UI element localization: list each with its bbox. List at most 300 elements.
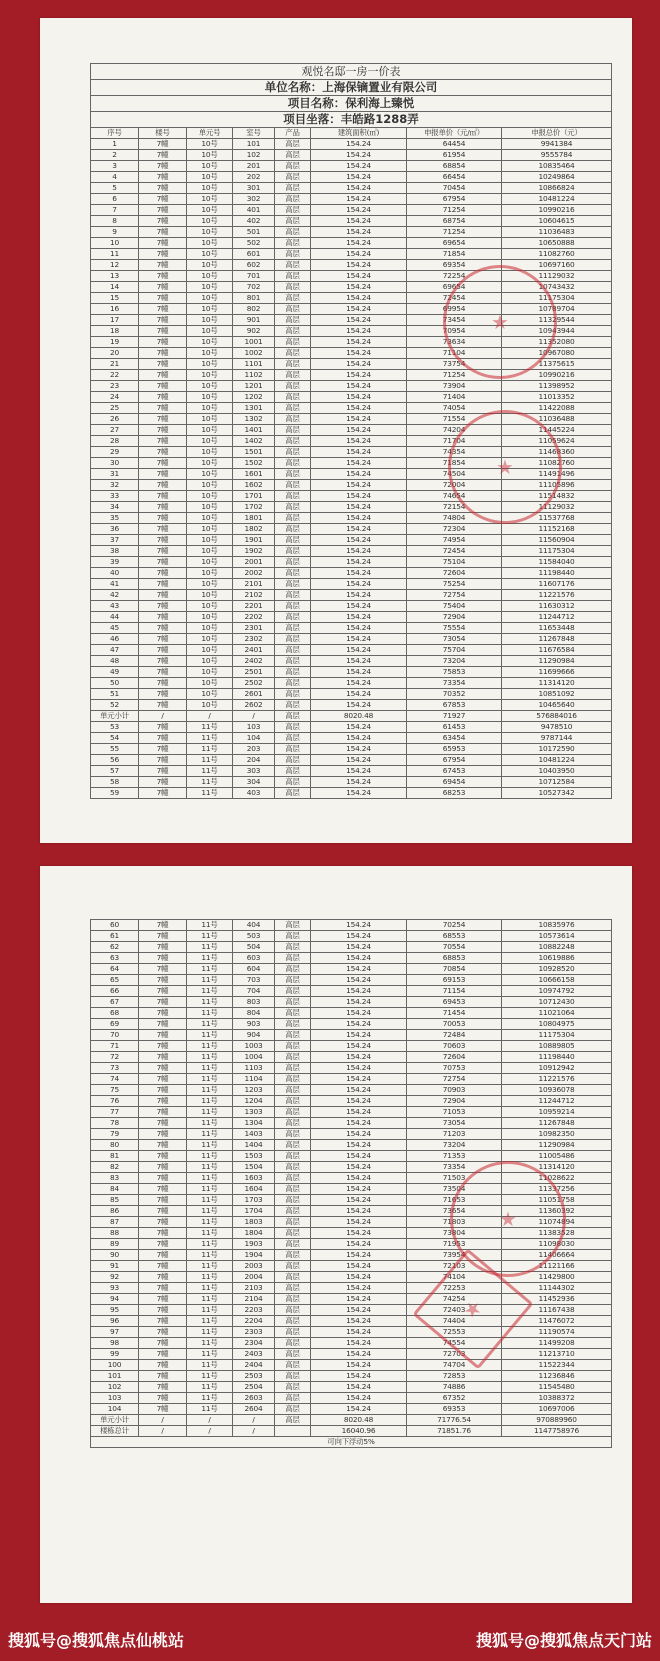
table-cell: 10889805 xyxy=(502,1041,612,1052)
table-cell: 154.24 xyxy=(311,381,407,392)
table-cell: / xyxy=(139,1426,187,1437)
table-cell: 73 xyxy=(91,1063,139,1074)
table-cell: 7幢 xyxy=(139,524,187,535)
table-cell: 高层 xyxy=(275,788,311,799)
table-cell: 11653448 xyxy=(502,623,612,634)
table-cell: 高层 xyxy=(275,436,311,447)
table-cell: 11129032 xyxy=(502,502,612,513)
table-cell: 7幢 xyxy=(139,1217,187,1228)
table-cell: 10835976 xyxy=(502,920,612,931)
table-cell: 高层 xyxy=(275,392,311,403)
table-cell: / xyxy=(187,1426,233,1437)
table-cell: 77 xyxy=(91,1107,139,1118)
table-cell: 10号 xyxy=(187,414,233,425)
table-cell: 高层 xyxy=(275,183,311,194)
table-cell: 154.24 xyxy=(311,469,407,480)
table-cell: 67954 xyxy=(407,194,502,205)
table-cell: 高层 xyxy=(275,513,311,524)
table-cell: 10号 xyxy=(187,590,233,601)
table-cell: 7幢 xyxy=(139,667,187,678)
table-cell: 7幢 xyxy=(139,326,187,337)
table-cell: 154.24 xyxy=(311,1085,407,1096)
table-cell: 154.24 xyxy=(311,590,407,601)
table-cell: 1703 xyxy=(233,1195,275,1206)
table-cell: 73954 xyxy=(407,1250,502,1261)
table-cell: 1303 xyxy=(233,1107,275,1118)
table-cell: 2302 xyxy=(233,634,275,645)
table-cell: 高层 xyxy=(275,535,311,546)
table-row xyxy=(91,579,612,590)
table-cell: 36 xyxy=(91,524,139,535)
table-cell: 高层 xyxy=(275,942,311,953)
table-cell: 11175304 xyxy=(502,1030,612,1041)
table-cell: 93 xyxy=(91,1283,139,1294)
table-cell: / xyxy=(139,711,187,722)
table-cell: 1602 xyxy=(233,480,275,491)
table-cell: 7幢 xyxy=(139,557,187,568)
table-cell: 10号 xyxy=(187,579,233,590)
table-cell: 2601 xyxy=(233,689,275,700)
table-cell: 76 xyxy=(91,1096,139,1107)
table-cell: 154.24 xyxy=(311,304,407,315)
table-cell: 41 xyxy=(91,579,139,590)
table-cell: 71803 xyxy=(407,1217,502,1228)
table-cell: 10号 xyxy=(187,150,233,161)
header-area: 建筑面积(㎡) xyxy=(311,128,407,139)
table-row xyxy=(91,942,612,953)
table-cell: 71653 xyxy=(407,1195,502,1206)
table-cell: 71254 xyxy=(407,370,502,381)
table-cell: 10号 xyxy=(187,370,233,381)
table-cell: 69353 xyxy=(407,1404,502,1415)
table-cell: 154.24 xyxy=(311,348,407,359)
table-cell: 高层 xyxy=(275,667,311,678)
table-cell: 2104 xyxy=(233,1294,275,1305)
table-cell: 11005486 xyxy=(502,1151,612,1162)
table-row xyxy=(91,777,612,788)
table-cell: 1201 xyxy=(233,381,275,392)
table-cell: 11699666 xyxy=(502,667,612,678)
table-cell: 9 xyxy=(91,227,139,238)
table-cell: 7幢 xyxy=(139,150,187,161)
table-row xyxy=(91,1129,612,1140)
table-cell: 66454 xyxy=(407,172,502,183)
table-cell: 11号 xyxy=(187,1316,233,1327)
table-cell: 高层 xyxy=(275,425,311,436)
table-cell: 7幢 xyxy=(139,1393,187,1404)
table-cell: 7幢 xyxy=(139,1074,187,1085)
table-cell: 1803 xyxy=(233,1217,275,1228)
table-cell: 72254 xyxy=(407,271,502,282)
table-cell: 高层 xyxy=(275,777,311,788)
table-cell: 70254 xyxy=(407,920,502,931)
table-cell: 10号 xyxy=(187,469,233,480)
table-cell: 7幢 xyxy=(139,920,187,931)
table-cell: 71254 xyxy=(407,227,502,238)
table-cell: 7幢 xyxy=(139,986,187,997)
table-cell: 10号 xyxy=(187,458,233,469)
table-row xyxy=(91,700,612,711)
table-cell: 高层 xyxy=(275,1030,311,1041)
table-cell: 154.24 xyxy=(311,1371,407,1382)
table-cell: 154.24 xyxy=(311,546,407,557)
table-cell: 11175304 xyxy=(502,546,612,557)
table-row xyxy=(91,678,612,689)
table-cell: 高层 xyxy=(275,271,311,282)
table-cell: 154.24 xyxy=(311,293,407,304)
table-cell: 高层 xyxy=(275,546,311,557)
table-cell: 7幢 xyxy=(139,480,187,491)
table-cell: 58 xyxy=(91,777,139,788)
table-cell: 7幢 xyxy=(139,1239,187,1250)
table-cell: 13 xyxy=(91,271,139,282)
table-cell: 48 xyxy=(91,656,139,667)
table-cell: 154.24 xyxy=(311,447,407,458)
table-cell: 11号 xyxy=(187,1327,233,1338)
table-cell: 7幢 xyxy=(139,656,187,667)
table-cell: 10943944 xyxy=(502,326,612,337)
table-cell: 高层 xyxy=(275,502,311,513)
table-cell: 6 xyxy=(91,194,139,205)
table-cell: 高层 xyxy=(275,634,311,645)
table-cell: 2202 xyxy=(233,612,275,623)
table-cell: 7幢 xyxy=(139,766,187,777)
table-cell: 7幢 xyxy=(139,755,187,766)
table-cell: 11676584 xyxy=(502,645,612,656)
table-cell: 154.24 xyxy=(311,1250,407,1261)
table-cell: 7幢 xyxy=(139,139,187,150)
table-row xyxy=(91,975,612,986)
table-cell: 45 xyxy=(91,623,139,634)
table-cell: 7幢 xyxy=(139,392,187,403)
table-cell: 62 xyxy=(91,942,139,953)
table-cell: 1604 xyxy=(233,1184,275,1195)
table-cell: 高层 xyxy=(275,1283,311,1294)
table-row xyxy=(91,1074,612,1085)
table-cell: 11号 xyxy=(187,1162,233,1173)
table-cell: 1004 xyxy=(233,1052,275,1063)
table-cell: 10号 xyxy=(187,667,233,678)
table-cell: 10号 xyxy=(187,205,233,216)
table-cell: 10866824 xyxy=(502,183,612,194)
table-cell: 7幢 xyxy=(139,1327,187,1338)
table-row xyxy=(91,139,612,150)
table-cell: 72754 xyxy=(407,590,502,601)
table-cell: 高层 xyxy=(275,1019,311,1030)
table-cell: 79 xyxy=(91,1129,139,1140)
table-cell: 1503 xyxy=(233,1151,275,1162)
table-cell: 7幢 xyxy=(139,205,187,216)
table-row xyxy=(91,997,612,1008)
table-cell: 高层 xyxy=(275,150,311,161)
table-cell: 11452936 xyxy=(502,1294,612,1305)
table-cell: 204 xyxy=(233,755,275,766)
project-address: 项目坐落：丰皓路1288弄 xyxy=(91,112,612,128)
table-cell: 2602 xyxy=(233,700,275,711)
header-total-price: 申报总价（元） xyxy=(502,128,612,139)
table-cell: 7幢 xyxy=(139,1162,187,1173)
table-cell: 10号 xyxy=(187,194,233,205)
table-cell: 70854 xyxy=(407,964,502,975)
table-cell: 69654 xyxy=(407,238,502,249)
table-cell: 46 xyxy=(91,634,139,645)
table-cell: 9787144 xyxy=(502,733,612,744)
table-cell: 10号 xyxy=(187,260,233,271)
table-cell: 83 xyxy=(91,1173,139,1184)
table-cell: 高层 xyxy=(275,612,311,623)
table-cell: 高层 xyxy=(275,1140,311,1151)
table-cell: 73634 xyxy=(407,337,502,348)
table-cell: 69454 xyxy=(407,777,502,788)
table-cell: 154.24 xyxy=(311,997,407,1008)
table-cell: 10号 xyxy=(187,491,233,502)
table-cell: 52 xyxy=(91,700,139,711)
table-cell: 33 xyxy=(91,491,139,502)
table-cell: 20 xyxy=(91,348,139,359)
table-cell: 高层 xyxy=(275,227,311,238)
table-cell: 10号 xyxy=(187,513,233,524)
table-cell: 61 xyxy=(91,931,139,942)
table-cell: 10697160 xyxy=(502,260,612,271)
table-cell: 154.24 xyxy=(311,436,407,447)
table-cell: 402 xyxy=(233,216,275,227)
table-cell: 高层 xyxy=(275,326,311,337)
table-cell: 10712584 xyxy=(502,777,612,788)
table-cell: 10928520 xyxy=(502,964,612,975)
table-row xyxy=(91,612,612,623)
table-cell: 154.24 xyxy=(311,1305,407,1316)
table-cell: 1902 xyxy=(233,546,275,557)
table-cell: 154.24 xyxy=(311,777,407,788)
table-cell: 154.24 xyxy=(311,216,407,227)
table-cell: 154.24 xyxy=(311,1217,407,1228)
table-cell: 10号 xyxy=(187,271,233,282)
table-cell: 154.24 xyxy=(311,1151,407,1162)
table-cell: 71 xyxy=(91,1041,139,1052)
table-cell: 154.24 xyxy=(311,1404,407,1415)
table-cell: 10号 xyxy=(187,139,233,150)
table-cell: 73504 xyxy=(407,1184,502,1195)
table-cell: 154.24 xyxy=(311,1294,407,1305)
table-cell: 504 xyxy=(233,942,275,953)
table-cell: 10527342 xyxy=(502,788,612,799)
table-cell: 11号 xyxy=(187,1250,233,1261)
table-cell: 7幢 xyxy=(139,458,187,469)
table-cell: 50 xyxy=(91,678,139,689)
table-cell: 7幢 xyxy=(139,953,187,964)
table-cell: 7幢 xyxy=(139,1338,187,1349)
table-row xyxy=(91,1349,612,1360)
table-cell: 高层 xyxy=(275,623,311,634)
table-cell: 970889960 xyxy=(502,1415,612,1426)
table-cell: 7幢 xyxy=(139,689,187,700)
table-cell: 11号 xyxy=(187,1096,233,1107)
table-row xyxy=(91,568,612,579)
table-cell: 高层 xyxy=(275,700,311,711)
table-cell: 高层 xyxy=(275,1085,311,1096)
table-cell: 7幢 xyxy=(139,1195,187,1206)
table-cell: 11537768 xyxy=(502,513,612,524)
table-cell: 10851092 xyxy=(502,689,612,700)
table-cell: 11号 xyxy=(187,766,233,777)
table-cell: 75404 xyxy=(407,601,502,612)
table-cell: 11468360 xyxy=(502,447,612,458)
table-cell: 154.24 xyxy=(311,194,407,205)
table-cell: 72484 xyxy=(407,1030,502,1041)
table-row xyxy=(91,601,612,612)
table-row xyxy=(91,249,612,260)
table-row xyxy=(91,920,612,931)
table-cell: 801 xyxy=(233,293,275,304)
table-cell: 11号 xyxy=(187,953,233,964)
table-cell: 11号 xyxy=(187,1206,233,1217)
table-cell: 703 xyxy=(233,975,275,986)
watermark-left: 搜狐号@搜狐焦点仙桃站 xyxy=(8,1631,185,1650)
table-cell: 2603 xyxy=(233,1393,275,1404)
table-cell: 89 xyxy=(91,1239,139,1250)
table-cell: 11号 xyxy=(187,1008,233,1019)
project-name: 项目名称：保利海上臻悦 xyxy=(91,96,612,112)
table-cell: 高层 xyxy=(275,557,311,568)
table-cell: 71854 xyxy=(407,458,502,469)
table-cell: 11028622 xyxy=(502,1173,612,1184)
table-cell: 502 xyxy=(233,238,275,249)
table-cell: 154.24 xyxy=(311,359,407,370)
table-cell: 1001 xyxy=(233,337,275,348)
table-cell: 7幢 xyxy=(139,1085,187,1096)
table-cell: 单元小计 xyxy=(91,1415,139,1426)
table-row xyxy=(91,1404,612,1415)
table-cell: 11290984 xyxy=(502,1140,612,1151)
table-cell: 11号 xyxy=(187,1195,233,1206)
table-cell: 11号 xyxy=(187,1140,233,1151)
table-cell: 69354 xyxy=(407,260,502,271)
table-cell: 7幢 xyxy=(139,1305,187,1316)
table-cell: 11352080 xyxy=(502,337,612,348)
table-cell: 154.24 xyxy=(311,645,407,656)
table-cell: 70603 xyxy=(407,1041,502,1052)
table-cell: 7幢 xyxy=(139,172,187,183)
table-cell: 1104 xyxy=(233,1074,275,1085)
table-cell: 高层 xyxy=(275,249,311,260)
table-cell: 1003 xyxy=(233,1041,275,1052)
table-cell: 1302 xyxy=(233,414,275,425)
table-cell: 59 xyxy=(91,788,139,799)
table-cell: 603 xyxy=(233,953,275,964)
table-cell: 7幢 xyxy=(139,381,187,392)
table-cell: 11221576 xyxy=(502,1074,612,1085)
table-cell: 1401 xyxy=(233,425,275,436)
table-cell: 10481224 xyxy=(502,194,612,205)
table-cell: 高层 xyxy=(275,469,311,480)
table-cell: 11337256 xyxy=(502,1184,612,1195)
table-cell: 11号 xyxy=(187,1294,233,1305)
table-row xyxy=(91,931,612,942)
table-cell: 10号 xyxy=(187,535,233,546)
table-row xyxy=(91,1294,612,1305)
table-cell: 11号 xyxy=(187,777,233,788)
table-cell: 10号 xyxy=(187,348,233,359)
table-cell: 11244712 xyxy=(502,612,612,623)
table-cell: 11036488 xyxy=(502,414,612,425)
table-cell: 10573614 xyxy=(502,931,612,942)
table-cell: 10号 xyxy=(187,557,233,568)
table-cell: 1501 xyxy=(233,447,275,458)
table-cell: 7幢 xyxy=(139,1316,187,1327)
table-cell: 7幢 xyxy=(139,1151,187,1162)
table-cell: 11号 xyxy=(187,975,233,986)
table-cell: 10号 xyxy=(187,227,233,238)
table-cell: 7幢 xyxy=(139,645,187,656)
table-cell: 11号 xyxy=(187,942,233,953)
table-cell: 104 xyxy=(91,1404,139,1415)
table-row xyxy=(91,986,612,997)
table-cell: 68253 xyxy=(407,788,502,799)
table-cell: 2504 xyxy=(233,1382,275,1393)
table-cell: 154.24 xyxy=(311,403,407,414)
table-cell: 73654 xyxy=(407,1206,502,1217)
table-cell: 高层 xyxy=(275,1206,311,1217)
table-cell: 401 xyxy=(233,205,275,216)
table-cell: 11522344 xyxy=(502,1360,612,1371)
table-cell: 75554 xyxy=(407,623,502,634)
table-cell: 1403 xyxy=(233,1129,275,1140)
table-cell: 11082760 xyxy=(502,249,612,260)
table-cell: 10号 xyxy=(187,700,233,711)
table-row xyxy=(91,623,612,634)
table-cell: 11号 xyxy=(187,997,233,1008)
table-cell: 75254 xyxy=(407,579,502,590)
table-cell: 154.24 xyxy=(311,942,407,953)
table-cell: 8 xyxy=(91,216,139,227)
table-cell: 11 xyxy=(91,249,139,260)
table-cell: 11213710 xyxy=(502,1349,612,1360)
table-cell: 7幢 xyxy=(139,733,187,744)
table-cell: 73054 xyxy=(407,1118,502,1129)
table-row xyxy=(91,689,612,700)
table-cell: 70954 xyxy=(407,326,502,337)
table-cell: 11314120 xyxy=(502,678,612,689)
table-cell: 11021064 xyxy=(502,1008,612,1019)
table-cell: 10号 xyxy=(187,425,233,436)
table-cell: 70053 xyxy=(407,1019,502,1030)
table-cell: 高层 xyxy=(275,986,311,997)
table-cell: 11152168 xyxy=(502,524,612,535)
table-cell: 11号 xyxy=(187,1382,233,1393)
table-cell: 11号 xyxy=(187,1030,233,1041)
table-cell: 2002 xyxy=(233,568,275,579)
table-cell: 88 xyxy=(91,1228,139,1239)
table-cell: 11号 xyxy=(187,1283,233,1294)
table-cell: 22 xyxy=(91,370,139,381)
table-cell: 74504 xyxy=(407,469,502,480)
table-cell: 74354 xyxy=(407,447,502,458)
table-cell: 2604 xyxy=(233,1404,275,1415)
table-cell: 154.24 xyxy=(311,458,407,469)
table-cell: 11375615 xyxy=(502,359,612,370)
table-cell: 高层 xyxy=(275,755,311,766)
table-cell: 73354 xyxy=(407,1162,502,1173)
table-cell: 11号 xyxy=(187,755,233,766)
table-row xyxy=(91,1019,612,1030)
table-cell: 10172590 xyxy=(502,744,612,755)
table-cell: 高层 xyxy=(275,172,311,183)
table-cell: 601 xyxy=(233,249,275,260)
table-cell: 高层 xyxy=(275,678,311,689)
table-cell: 75853 xyxy=(407,667,502,678)
table-cell: 11514832 xyxy=(502,491,612,502)
table-cell: 楼栋总计 xyxy=(91,1426,139,1437)
